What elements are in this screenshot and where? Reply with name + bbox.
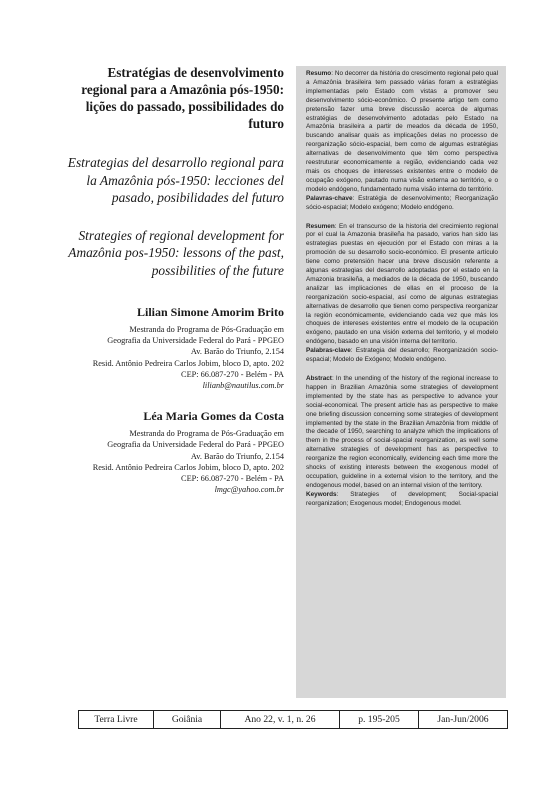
- author-postal: CEP: 66.087-270 - Belém - PA: [181, 474, 284, 484]
- abstracts-panel: [296, 66, 506, 698]
- title-portuguese: Estratégias de desenvolvimento regional para a Amazônia pós-1950: lições do passado, possibilidades do futuro: [81, 65, 284, 131]
- footer-volume: Ano 22, v. 1, n. 26: [221, 711, 340, 728]
- author-1: [62, 305, 284, 391]
- abstract-text: : In the unending of the history of the regional increase to happen in Brazilian Amazônia some strategies of development implemented by the state has as perspective to advance your social-economical. The present article has as perspective to make one briefing discussion concerning some strategies of development implemented by the state in the Brazilian Amazônia from middle of the decade of 1950, searching to analyze which the implications of them in the process of social-spacial reorganization, as well some alternative strategies of development has as perspective to reorganize the region economically, evidencing each time more the shocks of existing interests between the exogenous model of occupation, guideline in a external vision to the territory, and the endogenous model, based on an internal vision of the territory.: [306, 375, 498, 489]
- abstract-label: Abstract: [306, 375, 332, 382]
- author-address: Resid. Antônio Pedreira Carlos Jobim, bloco D, apto. 202: [92, 358, 284, 368]
- resumen-label: Resumen: [306, 222, 335, 230]
- keywords-paragraph: [306, 491, 498, 509]
- author-address: Av. Barão do Triunfo, 2.154: [190, 347, 284, 357]
- palavras-chave-label: Palavras-chave: [306, 194, 353, 202]
- footer-city: Goiânia: [154, 711, 221, 728]
- footer-journal: Terra Livre: [79, 711, 154, 728]
- citation-footer: [78, 710, 508, 729]
- keywords-label: Keywords: [306, 490, 337, 498]
- author-email[interactable]: lmgc@yahoo.com.br: [214, 485, 284, 495]
- author-name: Léa Maria Gomes da Costa: [143, 409, 284, 424]
- front-matter: [62, 64, 284, 513]
- footer-pages: p. 195-205: [340, 711, 419, 728]
- title-spanish: Estrategias del desarrollo regional para la Amazônia pós-1950: lecciones del pasado, posibilidades del futuro: [67, 155, 284, 205]
- author-postal: CEP: 66.087-270 - Belém - PA: [181, 369, 284, 379]
- abstract-paragraph: [306, 375, 498, 491]
- resumo-text: : No decorrer da história do crescimento regional pelo qual a Amazônia brasileira tem passado várias foram a estratégias implementadas pelo Estado com vistas a promover seu desenvolvimento sócio-econômico. O presente artigo tem como pretensão fazer uma breve discussão acerca de algumas estratégias de desenvolvimento adotadas pelo Estado na Amazônia brasileira a partir de meados da década de 1950, buscando analisar quais as implicações delas no processo de reorganização sócio-espacial, bem como de algumas estratégias alternativas de desenvolvimento que têm como perspectiva reestruturar economicamente a região, evidenciando cada vez mais os choques de interesses existentes entre o modelo de ocupação exógeno, pautado numa visão externa ao território, e o modelo endógeno, fundamentado numa visão interna do território.: [306, 70, 498, 193]
- palabras-clave-paragraph: [306, 347, 498, 365]
- keywords-text: : Strategies of development; Social-spacial reorganization; Exogenous model; Endogenous model.: [306, 490, 498, 507]
- author-2: [62, 409, 284, 495]
- footer-date: Jan-Jun/2006: [437, 714, 489, 725]
- resumen-text: : En el transcurso de la historia del crecimiento regional por el cual la Amazonia brasileña ha pasado, varios han sido las estrategias puestas en ejecución por el Estado con miras a la promoción de su desarrollo socio-económico. El presente artículo tiene como pretensión hacer una breve discusión referente a algunas estrategias del desarrollo adoptadas por el estado en la Amazonia brasileña, a mediados de la década de 1950, buscando analizar las implicaciones de ellas en el proceso de la reorganización socio-espacial, así como de algunas estrategias alternativas de desarrollo que tienen como perspectiva reorganizar la región económicamente, evidenciando cada vez que más los choques de intereses existentes entre el modelo de la ocupación exógeno, pautado en una visión externa del territorio, y el modelo endógeno, basado en una visión interna del territorio.: [306, 222, 498, 346]
- author-affiliation: Geografia da Universidade Federal do Pará - PPGEO: [107, 440, 284, 450]
- author-affiliation: Mestranda do Programa de Pós-Graduação em: [129, 429, 284, 439]
- author-address: Av. Barão do Triunfo, 2.154: [190, 451, 284, 461]
- resumo-label: Resumo: [306, 70, 332, 77]
- title-english: Strategies of regional development for Amazônia pos-1950: lessons of the past, possibilities of the future: [68, 227, 284, 278]
- author-email[interactable]: lilianb@nautilus.com.br: [202, 381, 284, 391]
- author-name: Lilian Simone Amorim Brito: [137, 305, 284, 319]
- palabras-clave-text: : Estrategia del desarrollo; Reorganización socio-espacial; Modelo de Exógeno; Modelo endógeno.: [306, 347, 498, 364]
- author-address: Resid. Antônio Pedreira Carlos Jobim, bloco D, apto. 202: [92, 462, 284, 472]
- palabras-clave-label: Palabras-clave: [306, 347, 351, 355]
- resumen-paragraph: [306, 223, 498, 348]
- palavras-chave-paragraph: [306, 195, 498, 213]
- author-affiliation: Mestranda do Programa de Pós-Graduação em: [129, 325, 284, 334]
- author-affiliation: Geografia da Universidade Federal do Pará - PPGEO: [107, 336, 284, 346]
- palavras-chave-text: : Estratégia de desenvolvimento; Reorganização sócio-espacial; Modelo exógeno; Modelo endógeno.: [306, 194, 498, 211]
- resumo-paragraph: [306, 70, 498, 195]
